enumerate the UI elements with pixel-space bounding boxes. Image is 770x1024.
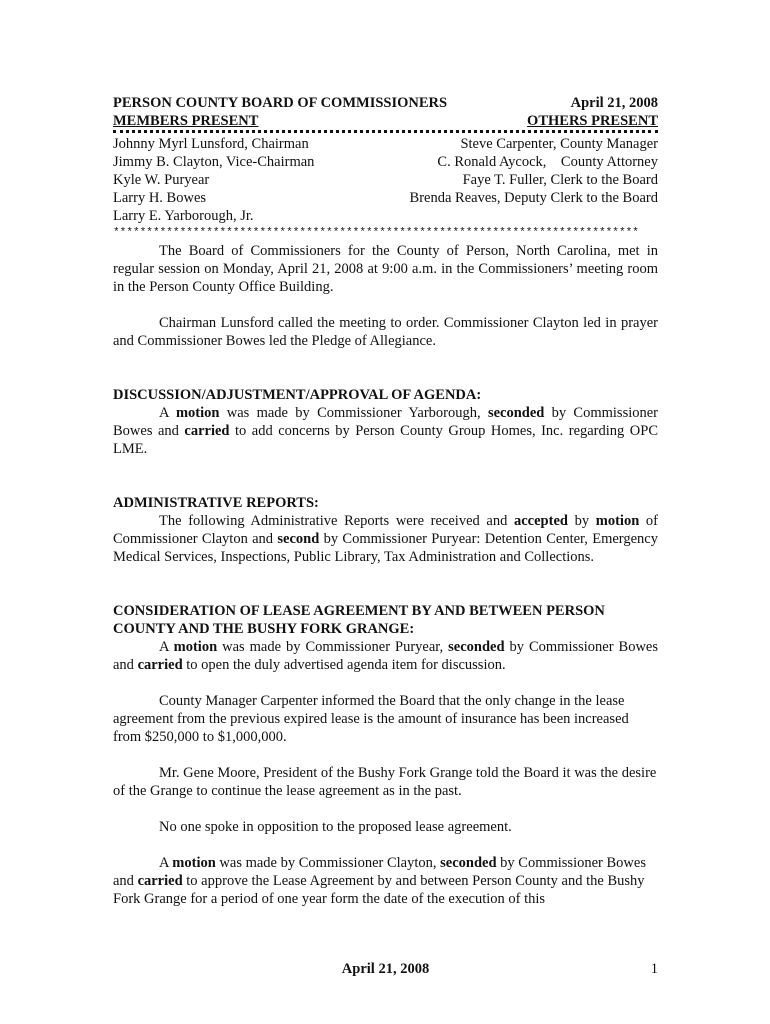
intro-paragraph: The Board of Commissioners for the County of Person, North Carolina, met in regular session on Monday, April 21, 2008 at 9:00 a.m. in the Commissioners’ meeting room in the Person County Office Building. xyxy=(113,243,658,295)
admin-reports-heading: ADMINISTRATIVE REPORTS: xyxy=(113,495,319,511)
meeting-date: April 21, 2008 xyxy=(570,95,658,111)
title-row xyxy=(113,94,658,112)
lease-motion-approve: A motion was made by Commissioner Clayton, seconded by Commissioner Bowes and carried to approve the Lease Agreement by and between Person County and the Bushy Fork Grange for a period of one year form the date of the execution of this xyxy=(113,855,646,907)
member-name: Larry H. Bowes xyxy=(113,190,207,206)
attendance-row xyxy=(113,135,658,153)
other-name: Steve Carpenter, County Manager xyxy=(460,136,658,152)
page-number: 1 xyxy=(650,961,658,977)
lease-heading: CONSIDERATION OF LEASE AGREEMENT BY AND BETWEEN PERSON COUNTY AND THE BUSHY FORK GRANGE: xyxy=(113,603,605,637)
member-name: Larry E. Yarborough, Jr. xyxy=(113,208,254,224)
opposition-paragraph: No one spoke in opposition to the proposed lease agreement. xyxy=(159,819,512,835)
dotted-rule xyxy=(113,130,658,133)
agenda-heading: DISCUSSION/ADJUSTMENT/APPROVAL OF AGENDA: xyxy=(113,387,482,403)
agenda-paragraph: A motion was made by Commissioner Yarborough, seconded by Commissioner Bowes and carried to add concerns by Person County Group Homes, Inc. regarding OPC LME. xyxy=(113,405,659,457)
other-name: Brenda Reaves, Deputy Clerk to the Board xyxy=(409,190,658,206)
attendance-row xyxy=(113,207,658,225)
document-page xyxy=(113,94,658,908)
manager-paragraph: County Manager Carpenter informed the Board that the only change in the lease agreement from the previous expired lease is the amount of insurance has been increased from $250,000 to $1,000,000. xyxy=(113,693,629,745)
member-name: Jimmy B. Clayton, Vice-Chairman xyxy=(113,154,315,170)
call-to-order-paragraph: Chairman Lunsford called the meeting to order. Commissioner Clayton led in prayer and Commissioner Bowes led the Pledge of Allegiance. xyxy=(113,315,658,349)
asterisk-divider: ******************************************************************************* xyxy=(113,227,639,238)
attendance-row xyxy=(113,171,658,189)
admin-reports-paragraph: The following Administrative Reports were received and accepted by motion of Commissioner Clayton and second by Commissioner Puryear: Detention Center, Emergency Medical Services, Inspections, Public Library, Tax Administration and Collections. xyxy=(113,513,658,565)
attendance-headings xyxy=(113,112,658,130)
attendance-row xyxy=(113,153,658,171)
member-name: Johnny Myrl Lunsford, Chairman xyxy=(113,136,309,152)
footer-date: April 21, 2008 xyxy=(341,961,430,977)
member-name: Kyle W. Puryear xyxy=(113,172,210,188)
others-present-heading: OTHERS PRESENT xyxy=(527,113,658,129)
lease-motion-open: A motion was made by Commissioner Puryear, seconded by Commissioner Bowes and carried to open the duly advertised agenda item for discussion. xyxy=(113,639,658,673)
other-name: C. Ronald Aycock, County Attorney xyxy=(437,154,658,170)
other-name: Faye T. Fuller, Clerk to the Board xyxy=(462,172,658,188)
board-title: PERSON COUNTY BOARD OF COMMISSIONERS xyxy=(113,95,448,111)
attendance-table xyxy=(113,135,658,225)
attendance-row xyxy=(113,189,658,207)
members-present-heading: MEMBERS PRESENT xyxy=(113,113,259,129)
grange-paragraph: Mr. Gene Moore, President of the Bushy Fork Grange told the Board it was the desire of the Grange to continue the lease agreement as in the past. xyxy=(113,765,657,799)
